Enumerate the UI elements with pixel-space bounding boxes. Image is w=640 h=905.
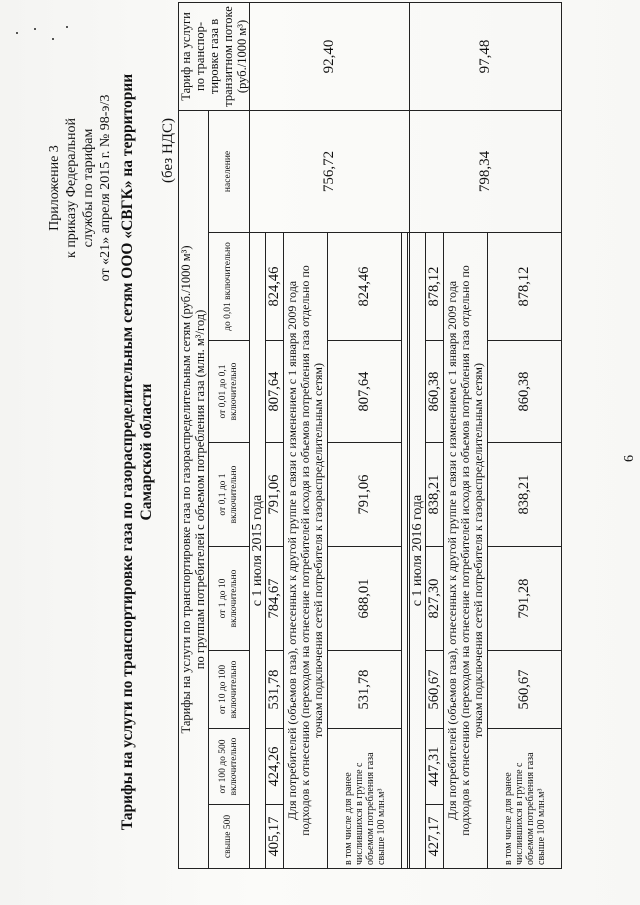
including-line: в том числе для ранее — [502, 772, 514, 865]
tariff-cell: 560,67 — [426, 651, 444, 729]
column-header: население — [208, 110, 249, 232]
tariff-cell: 791,06 — [328, 443, 402, 547]
tariff-cell: 791,06 — [266, 443, 284, 547]
tariff-cell: 424,26 — [266, 729, 284, 805]
tariff-cell: 531,78 — [266, 651, 284, 729]
tariff-cell: 531,78 — [328, 651, 402, 729]
column-header: от 1 до 10 включительно — [208, 547, 249, 651]
transit-header: Тариф на услуги по транспор-тировке газа в транзитном потоке (руб./1000 м³) — [179, 2, 250, 110]
appendix-line: от «21» апреля 2015 г. № 98-э/3 — [98, 94, 113, 282]
tariff-table — [178, 2, 562, 869]
note-line: подходов к отнесению (переходом на отнесение потребителей исходя из объемов потребления газа отдельно по — [298, 265, 312, 836]
group-header-line: Тарифы на услуги по транспортировке газа по газораспределительным сетям (руб./1000 м³) — [179, 245, 194, 734]
section-label: с 1 июля 2016 года — [410, 233, 426, 869]
column-header: от 100 до 500 включительно — [208, 729, 249, 805]
including-line: объемом потребления газа — [364, 752, 376, 865]
appendix-line: к приказу Федеральной — [64, 118, 79, 258]
tariff-cell: 405,17 — [266, 805, 284, 869]
tariff-cell: 878,12 — [488, 233, 562, 341]
column-header: свыше 500 — [208, 805, 249, 869]
tariff-cell: 860,38 — [488, 341, 562, 443]
title-line: Самарской области — [138, 383, 155, 521]
appendix-line: Приложение 3 — [47, 145, 62, 231]
note-line: подходов к отнесению (переходом на отнесение потребителей исходя из объемов потребления газа отдельно по — [458, 265, 472, 836]
including-label — [488, 729, 562, 869]
tariff-cell: 784,67 — [266, 547, 284, 651]
tariff-cell: 560,67 — [488, 651, 562, 729]
regroup-note — [444, 233, 488, 869]
note-line: точкам подключения сетей потребителя к газораспределительным сетям) — [471, 363, 485, 738]
including-line: свыше 100 млн.м³ — [535, 788, 547, 865]
column-header: от 0,1 до 1 включительно — [208, 443, 249, 547]
tariff-cell: 688,01 — [328, 547, 402, 651]
including-line: числившихся в группе с — [513, 762, 525, 865]
tariff-cell: 860,38 — [426, 341, 444, 443]
tariff-cell: 838,21 — [488, 443, 562, 547]
title-line: Тарифы на услуги по транспортировке газа по газораспределительным сетям ООО «СВГК» на территории — [119, 73, 136, 831]
regroup-note — [284, 233, 328, 869]
tariff-cell: 807,64 — [328, 341, 402, 443]
tariff-cell: 447,31 — [426, 729, 444, 805]
including-line: в том числе для ранее — [342, 772, 354, 865]
page-number: 6 — [622, 455, 637, 462]
tariff-cell: 838,21 — [426, 443, 444, 547]
including-line: свыше 100 млн.м³ — [375, 788, 387, 865]
appendix-line: службы по тарифам — [81, 128, 96, 248]
column-header: от 0,01 до 0,1 включительно — [208, 341, 249, 443]
tariff-cell: 791,28 — [488, 547, 562, 651]
note-line: Для потребителей (объемов газа), отнесенных к другой группе в связи с изменением с 1 января 2009 года — [445, 280, 459, 821]
population-value: 798,34 — [410, 110, 562, 232]
note-line: точкам подключения сетей потребителя к газораспределительным сетям) — [311, 363, 325, 738]
group-header — [179, 110, 209, 868]
tariff-cell: 807,64 — [266, 341, 284, 443]
column-header: от 10 до 100 включительно — [208, 651, 249, 729]
section-label: с 1 июля 2015 года — [250, 233, 266, 869]
document-title — [118, 7, 156, 897]
transit-value: 92,40 — [250, 2, 410, 110]
tariff-cell: 824,46 — [328, 233, 402, 341]
population-value: 756,72 — [250, 110, 410, 232]
note-line: Для потребителей (объемов газа), отнесенных к другой группе в связи с изменением с 1 января 2009 года — [285, 280, 299, 821]
appendix-header — [46, 63, 114, 313]
including-line: объемом потребления газа — [524, 752, 536, 865]
including-line: числившихся в группе с — [353, 762, 365, 865]
tariff-cell: 824,46 — [266, 233, 284, 341]
tariff-cell: 827,30 — [426, 547, 444, 651]
tariff-cell: 878,12 — [426, 233, 444, 341]
vat-note: (без НДС) — [160, 117, 176, 183]
including-label — [328, 729, 402, 869]
group-header-line: по группам потребителей с объемом потребления газа (млн. м³/год) — [193, 309, 208, 670]
transit-value: 97,48 — [410, 2, 562, 110]
tariff-cell: 427,17 — [426, 805, 444, 869]
column-header: до 0,01 включительно — [208, 233, 249, 341]
